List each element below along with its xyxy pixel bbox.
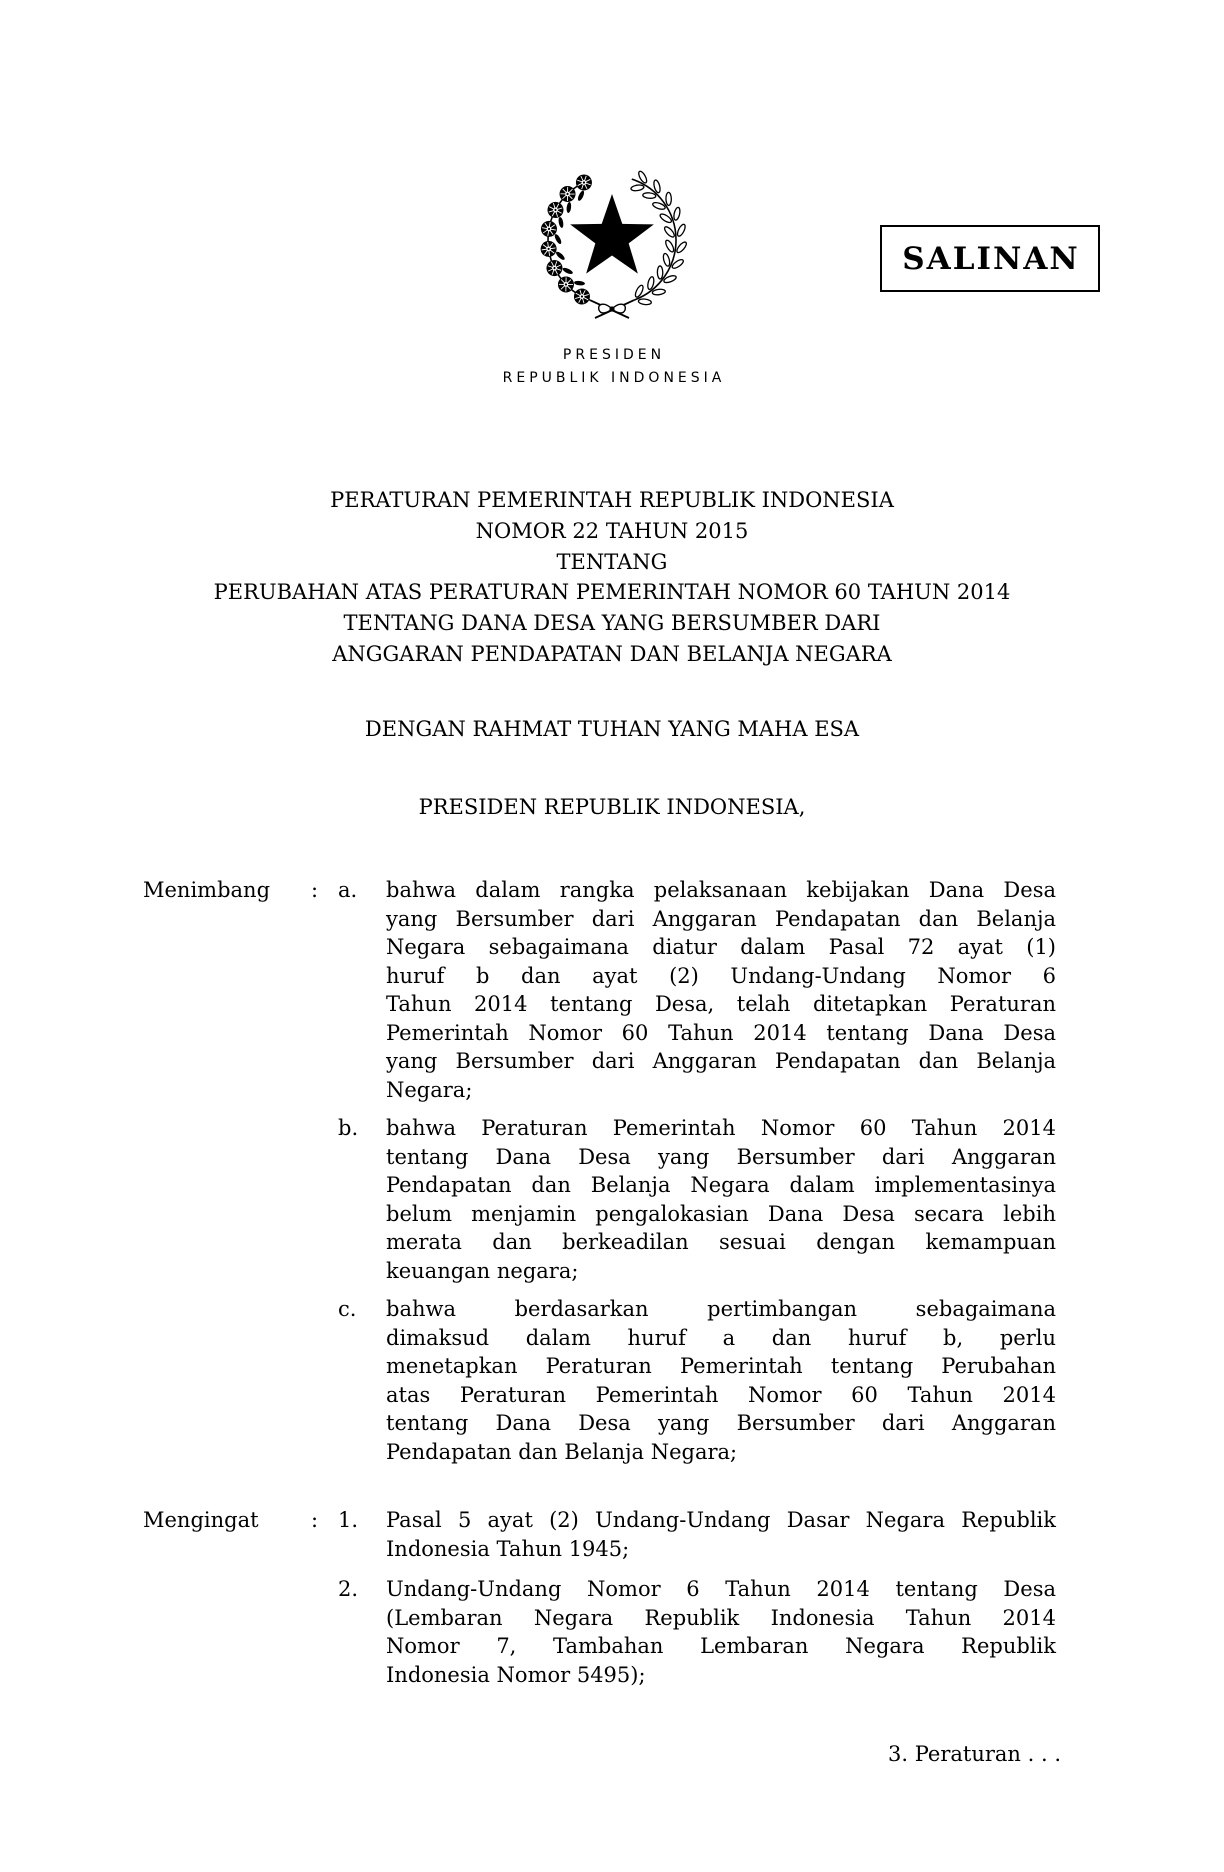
clause-line: atas Peraturan Pemerintah Nomor 60 Tahun 2014 [386, 1382, 1056, 1407]
clause-line: Indonesia Tahun 1945; [386, 1536, 630, 1561]
presidential-emblem-icon [527, 155, 697, 325]
clause-line: merata dan berkeadilan sesuai dengan kemampuan [386, 1230, 1056, 1254]
clause-marker: 1. [338, 1508, 359, 1532]
clause-line: menetapkan Peraturan Pemerintah tentang Perubahan [386, 1354, 1056, 1378]
title-line: ANGGARAN PENDAPATAN DAN BELANJA NEGARA [332, 641, 892, 666]
clause [0, 1114, 1224, 1285]
clause-line: dimaksud dalam huruf a dan huruf b, perlu [386, 1325, 1056, 1350]
clause-text [386, 1506, 1056, 1563]
clause-line: Nomor 7, Tambahan Lembaran Negara Republik [386, 1634, 1056, 1658]
clause-marker: 2. [338, 1577, 359, 1601]
invocation: DENGAN RAHMAT TUHAN YANG MAHA ESA [364, 717, 860, 741]
clause-line: bahwa Peraturan Pemerintah Nomor 60 Tahun 2014 [386, 1116, 1056, 1140]
clause-line: Negara; [386, 1077, 473, 1102]
clause-line: Tahun 2014 tentang Desa, telah ditetapkan Peraturan [386, 992, 1056, 1016]
clause [0, 1575, 1224, 1689]
section-colon: : [311, 878, 319, 902]
clause-marker: c. [338, 1297, 357, 1321]
regulation-title [0, 485, 1224, 670]
section-colon: : [311, 1508, 319, 1532]
clause-line: yang Bersumber dari Anggaran Pendapatan dan Belanja [386, 906, 1056, 931]
clause-text [386, 1575, 1056, 1689]
title-line: PERATURAN PEMERINTAH REPUBLIK INDONESIA [330, 488, 894, 512]
clause-line: tentang Dana Desa yang Bersumber dari Anggaran [386, 1144, 1056, 1169]
clause-line: Negara sebagaimana diatur dalam Pasal 72 ayat (1) [386, 935, 1056, 959]
emblem-cotton-wreath [540, 172, 595, 308]
stamp-label: SALINAN [902, 240, 1080, 277]
clause [0, 876, 1224, 1104]
clause-line: huruf b dan ayat (2) Undang-Undang Nomor 6 [386, 963, 1056, 988]
salinan-stamp [880, 225, 1100, 292]
title-line: TENTANG [556, 549, 668, 574]
clause [0, 1506, 1224, 1563]
title-line: TENTANG DANA DESA YANG BERSUMBER DARI [343, 611, 881, 636]
clause-marker: b. [338, 1116, 359, 1140]
letterhead-country: REPUBLIK INDONESIA [502, 370, 726, 386]
clause-line: Pendapatan dan Belanja Negara; [386, 1439, 738, 1464]
clause-line: Indonesia Nomor 5495); [386, 1662, 646, 1687]
considering-section [0, 876, 1224, 1466]
clause-text [386, 876, 1056, 1104]
addressee: PRESIDEN REPUBLIK INDONESIA, [418, 795, 806, 819]
clause-line: tentang Dana Desa yang Bersumber dari Anggaran [386, 1411, 1056, 1435]
clause-line: yang Bersumber dari Anggaran Pendapatan dan Belanja [386, 1049, 1056, 1073]
clause-line: bahwa berdasarkan pertimbangan sebagaimana [386, 1297, 1056, 1321]
clause-line: Pemerintah Nomor 60 Tahun 2014 tentang Dana Desa [386, 1020, 1056, 1045]
emblem-ribbon [590, 300, 634, 318]
clause-marker: a. [338, 878, 358, 902]
title-line: PERUBAHAN ATAS PERATURAN PEMERINTAH NOMOR 60 TAHUN 2014 [213, 580, 1011, 605]
clause-line: keuangan negara; [386, 1258, 579, 1283]
clause-line: Pendapatan dan Belanja Negara dalam implementasinya [386, 1173, 1056, 1197]
section-label: Menimbang [143, 878, 271, 902]
letterhead-office: PRESIDEN [562, 347, 666, 363]
title-line: NOMOR 22 TAHUN 2015 [475, 518, 749, 543]
clause-text [386, 1114, 1056, 1285]
clause [0, 1295, 1224, 1466]
clause-line: (Lembaran Negara Republik Indonesia Tahun 2014 [386, 1605, 1056, 1630]
clause-line: bahwa dalam rangka pelaksanaan kebijakan Dana Desa [386, 878, 1056, 902]
observing-section [0, 1506, 1224, 1689]
clause-text [386, 1295, 1056, 1466]
emblem-star [570, 194, 654, 274]
page-continuation: 3. Peraturan . . . [888, 1742, 1061, 1766]
clause-line: belum menjamin pengalokasian Dana Desa secara lebih [386, 1201, 1056, 1226]
emblem-rice-wreath [629, 169, 689, 311]
clause-line: Pasal 5 ayat (2) Undang-Undang Dasar Negara Republik [386, 1508, 1056, 1532]
section-label: Mengingat [143, 1508, 259, 1532]
clause-line: Undang-Undang Nomor 6 Tahun 2014 tentang Desa [386, 1577, 1056, 1601]
